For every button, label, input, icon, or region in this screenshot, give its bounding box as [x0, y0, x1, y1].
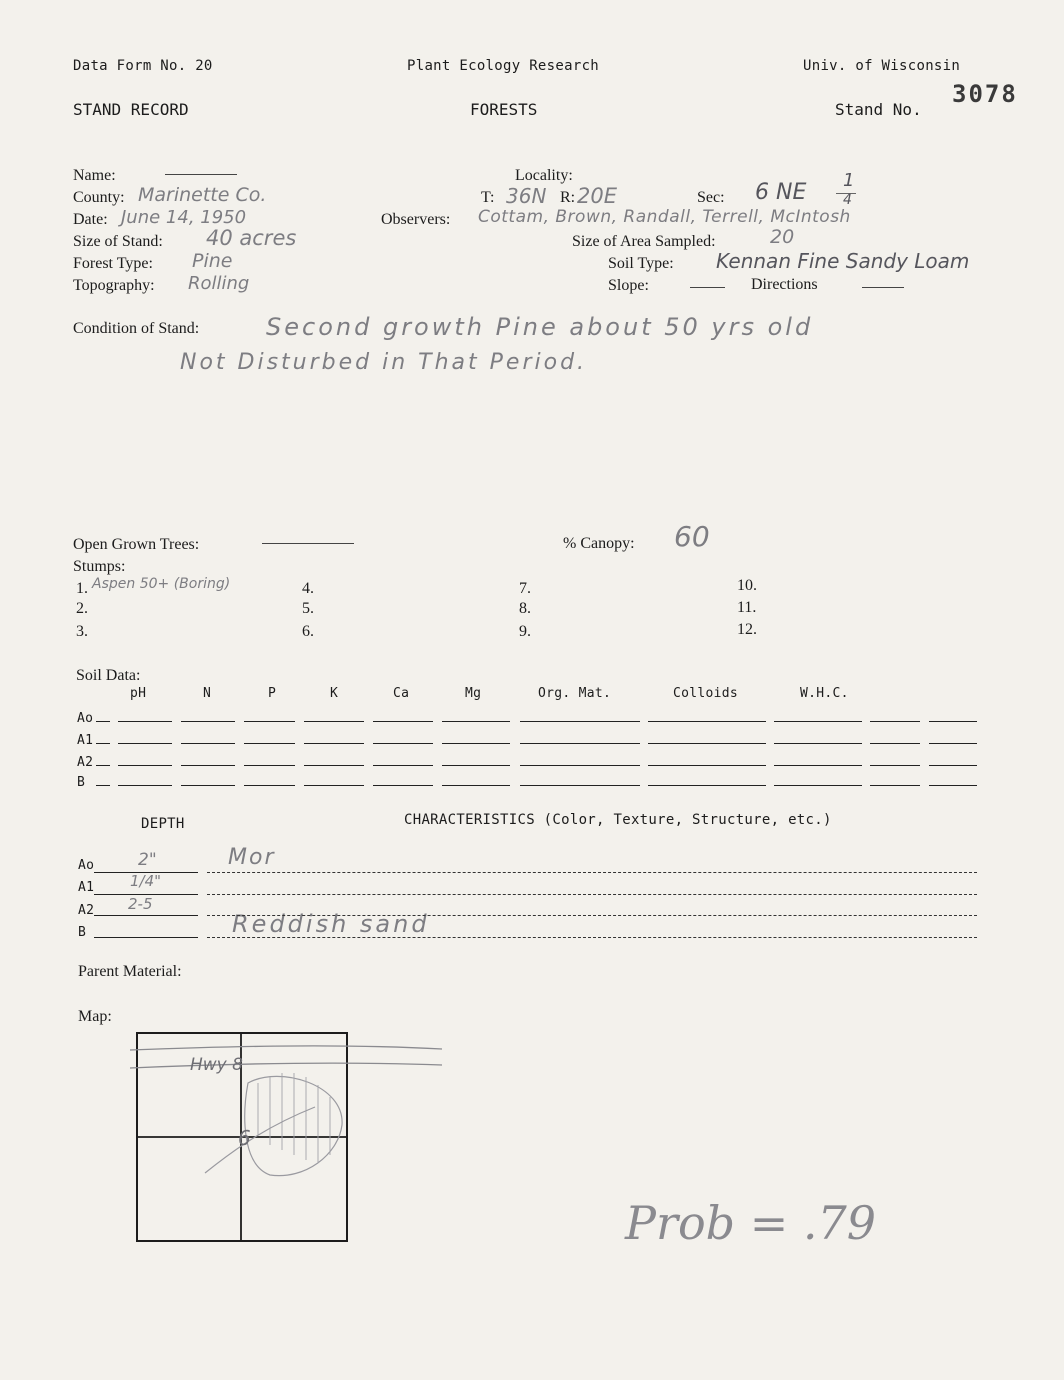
topography-value: Rolling [188, 273, 250, 294]
depth-a2: 2-5 [128, 895, 153, 913]
observers-label: Observers: [381, 211, 451, 228]
highway-line-bottom [130, 1063, 442, 1068]
soil-row-lead [96, 785, 110, 786]
parent-material-label: Parent Material: [78, 963, 182, 980]
soil-blank-cell [304, 721, 364, 722]
stump-num-2: 2. [76, 600, 88, 617]
characteristics-blank [207, 915, 977, 916]
soil-blank-cell [442, 765, 510, 766]
county-label: County: [73, 189, 125, 206]
stump-num-10: 10. [737, 577, 757, 594]
county-value: Marinette Co. [138, 184, 267, 206]
canopy-label: % Canopy: [563, 535, 635, 552]
open-grown-trees-label: Open Grown Trees: [73, 536, 200, 553]
soil-blank-cell [870, 721, 920, 722]
soil-row-lead [96, 721, 110, 722]
soil-blank-cell [442, 785, 510, 786]
characteristics-blank [207, 894, 977, 895]
date-value: June 14, 1950 [121, 207, 247, 228]
section-number: 6 [238, 1126, 251, 1150]
stump-num-8: 8. [519, 600, 531, 617]
soil-col-whc: W.H.C. [800, 686, 849, 701]
slope-label: Slope: [608, 277, 649, 294]
quarter-denominator: 4 [843, 192, 852, 208]
university: Univ. of Wisconsin [803, 58, 961, 74]
soil-blank-cell [774, 743, 862, 744]
soil-data-label: Soil Data: [76, 667, 141, 684]
soil-blank-cell [118, 721, 172, 722]
slope-blank [690, 287, 725, 288]
directions-label: Directions [751, 276, 818, 293]
soil-blank-cell [181, 785, 235, 786]
soil-blank-cell [870, 743, 920, 744]
depth-a1: 1/4" [130, 872, 162, 890]
soil-type-label: Soil Type: [608, 255, 674, 272]
locality-label: Locality: [515, 167, 573, 184]
form-number: Data Form No. 20 [73, 58, 213, 74]
soil-blank-cell [304, 743, 364, 744]
soil-blank-cell [244, 743, 295, 744]
soil-col-p: P [268, 686, 277, 701]
soil-col-n: N [203, 686, 212, 701]
soil-blank-cell [870, 785, 920, 786]
stump-num-4: 4. [302, 580, 314, 597]
soil-blank-cell [648, 721, 766, 722]
soil-blank-cell [118, 743, 172, 744]
area-sampled-label: Size of Area Sampled: [572, 233, 716, 250]
soil-row-b: B [77, 775, 86, 790]
soil-blank-cell [181, 721, 235, 722]
stand-no-value: 3078 [952, 80, 1018, 108]
char-b: Reddish sand [232, 910, 430, 938]
stump-num-3: 3. [76, 623, 88, 640]
soil-blank-cell [304, 765, 364, 766]
r-value: 20E [577, 184, 617, 208]
characteristics-blank [207, 872, 977, 873]
date-label: Date: [73, 211, 108, 228]
quarter-numerator: 1 [843, 170, 855, 191]
r-label: R: [560, 189, 576, 206]
soil-blank-cell [373, 743, 433, 744]
name-blank [165, 174, 237, 175]
soil-blank-cell [442, 721, 510, 722]
soil-type-value: Kennan Fine Sandy Loam [716, 249, 970, 273]
depth-blank [94, 894, 198, 895]
soil-blank-cell [442, 743, 510, 744]
soil-col-colloids: Colloids [673, 686, 739, 701]
department: Plant Ecology Research [407, 58, 600, 74]
soil-blank-cell [648, 743, 766, 744]
depth-label: DEPTH [141, 816, 185, 832]
soil-col-mg: Mg [465, 686, 482, 701]
directions-blank [862, 287, 904, 288]
map-label: Map: [78, 1008, 112, 1025]
soil-blank-cell [774, 721, 862, 722]
observers-value: Cottam, Brown, Randall, Terrell, McIntosh [478, 207, 851, 227]
sec-label: Sec: [697, 189, 725, 206]
condition-line-1: Second growth Pine about 50 yrs old [266, 313, 814, 341]
soil-blank-cell [373, 785, 433, 786]
condition-label: Condition of Stand: [73, 320, 200, 337]
soil-blank-cell [304, 785, 364, 786]
forest-type-value: Pine [192, 250, 233, 272]
soil-blank-cell [929, 765, 977, 766]
soil-blank-cell [244, 785, 295, 786]
stand-no-label: Stand No. [835, 100, 922, 119]
depth-ao: 2" [138, 850, 157, 870]
profile-row-b: B [78, 925, 87, 940]
form-type: FORESTS [470, 100, 538, 119]
soil-blank-cell [929, 721, 977, 722]
condition-line-2: Not Disturbed in That Period. [180, 350, 588, 375]
stump-num-1: 1. [76, 580, 88, 597]
profile-row-a1: A1 [78, 880, 95, 895]
section-map [130, 1025, 460, 1245]
soil-blank-cell [774, 785, 862, 786]
char-ao: Mor [228, 845, 276, 870]
soil-row-lead [96, 765, 110, 766]
area-sampled-value: 20 [770, 226, 795, 248]
access-road [205, 1107, 315, 1173]
soil-blank-cell [373, 765, 433, 766]
profile-row-ao: Ao [78, 858, 95, 873]
stump-num-9: 9. [519, 623, 531, 640]
soil-blank-cell [520, 785, 640, 786]
size-label: Size of Stand: [73, 233, 163, 250]
name-label: Name: [73, 167, 116, 184]
stump-num-12: 12. [737, 621, 757, 638]
depth-blank [94, 937, 198, 938]
stump-num-11: 11. [737, 599, 757, 616]
soil-col-ca: Ca [393, 686, 410, 701]
soil-blank-cell [870, 765, 920, 766]
soil-blank-cell [244, 765, 295, 766]
characteristics-label: CHARACTERISTICS (Color, Texture, Structure, etc.) [404, 812, 832, 828]
soil-row-a2: A2 [77, 755, 94, 770]
stump-1-value: Aspen 50+ (Boring) [92, 576, 231, 592]
soil-blank-cell [181, 743, 235, 744]
soil-row-a1: A1 [77, 733, 94, 748]
record-title: STAND RECORD [73, 100, 189, 119]
highway-label: Hwy 8 [190, 1055, 243, 1075]
soil-col-org-mat: Org. Mat. [538, 686, 612, 701]
stump-num-5: 5. [302, 600, 314, 617]
stump-num-6: 6. [302, 623, 314, 640]
canopy-value: 60 [674, 520, 710, 553]
soil-blank-cell [648, 785, 766, 786]
stump-num-7: 7. [519, 580, 531, 597]
highway-line-top [130, 1046, 442, 1050]
soil-blank-cell [774, 765, 862, 766]
characteristics-blank [207, 937, 977, 938]
soil-blank-cell [244, 721, 295, 722]
soil-blank-cell [181, 765, 235, 766]
depth-blank [94, 872, 198, 873]
probability-note: Prob = .79 [625, 1196, 877, 1250]
soil-blank-cell [118, 765, 172, 766]
stumps-label: Stumps: [73, 558, 126, 575]
soil-blank-cell [648, 765, 766, 766]
depth-blank [94, 915, 198, 916]
t-value: 36N [506, 184, 547, 208]
soil-col-ph: pH [130, 686, 147, 701]
soil-blank-cell [520, 743, 640, 744]
topography-label: Topography: [73, 277, 155, 294]
soil-row-ao: Ao [77, 711, 94, 726]
soil-row-lead [96, 743, 110, 744]
stand-outline [245, 1076, 342, 1175]
size-value: 40 acres [206, 226, 297, 250]
soil-blank-cell [929, 785, 977, 786]
sec-value: 6 NE [755, 180, 807, 205]
forest-type-label: Forest Type: [73, 255, 153, 272]
soil-blank-cell [520, 721, 640, 722]
t-label: T: [481, 189, 495, 206]
soil-blank-cell [118, 785, 172, 786]
open-grown-trees-blank [262, 543, 354, 544]
stand-hatching [258, 1073, 330, 1163]
soil-col-k: K [330, 686, 339, 701]
profile-row-a2: A2 [78, 903, 95, 918]
soil-blank-cell [929, 743, 977, 744]
soil-blank-cell [373, 721, 433, 722]
soil-blank-cell [520, 765, 640, 766]
